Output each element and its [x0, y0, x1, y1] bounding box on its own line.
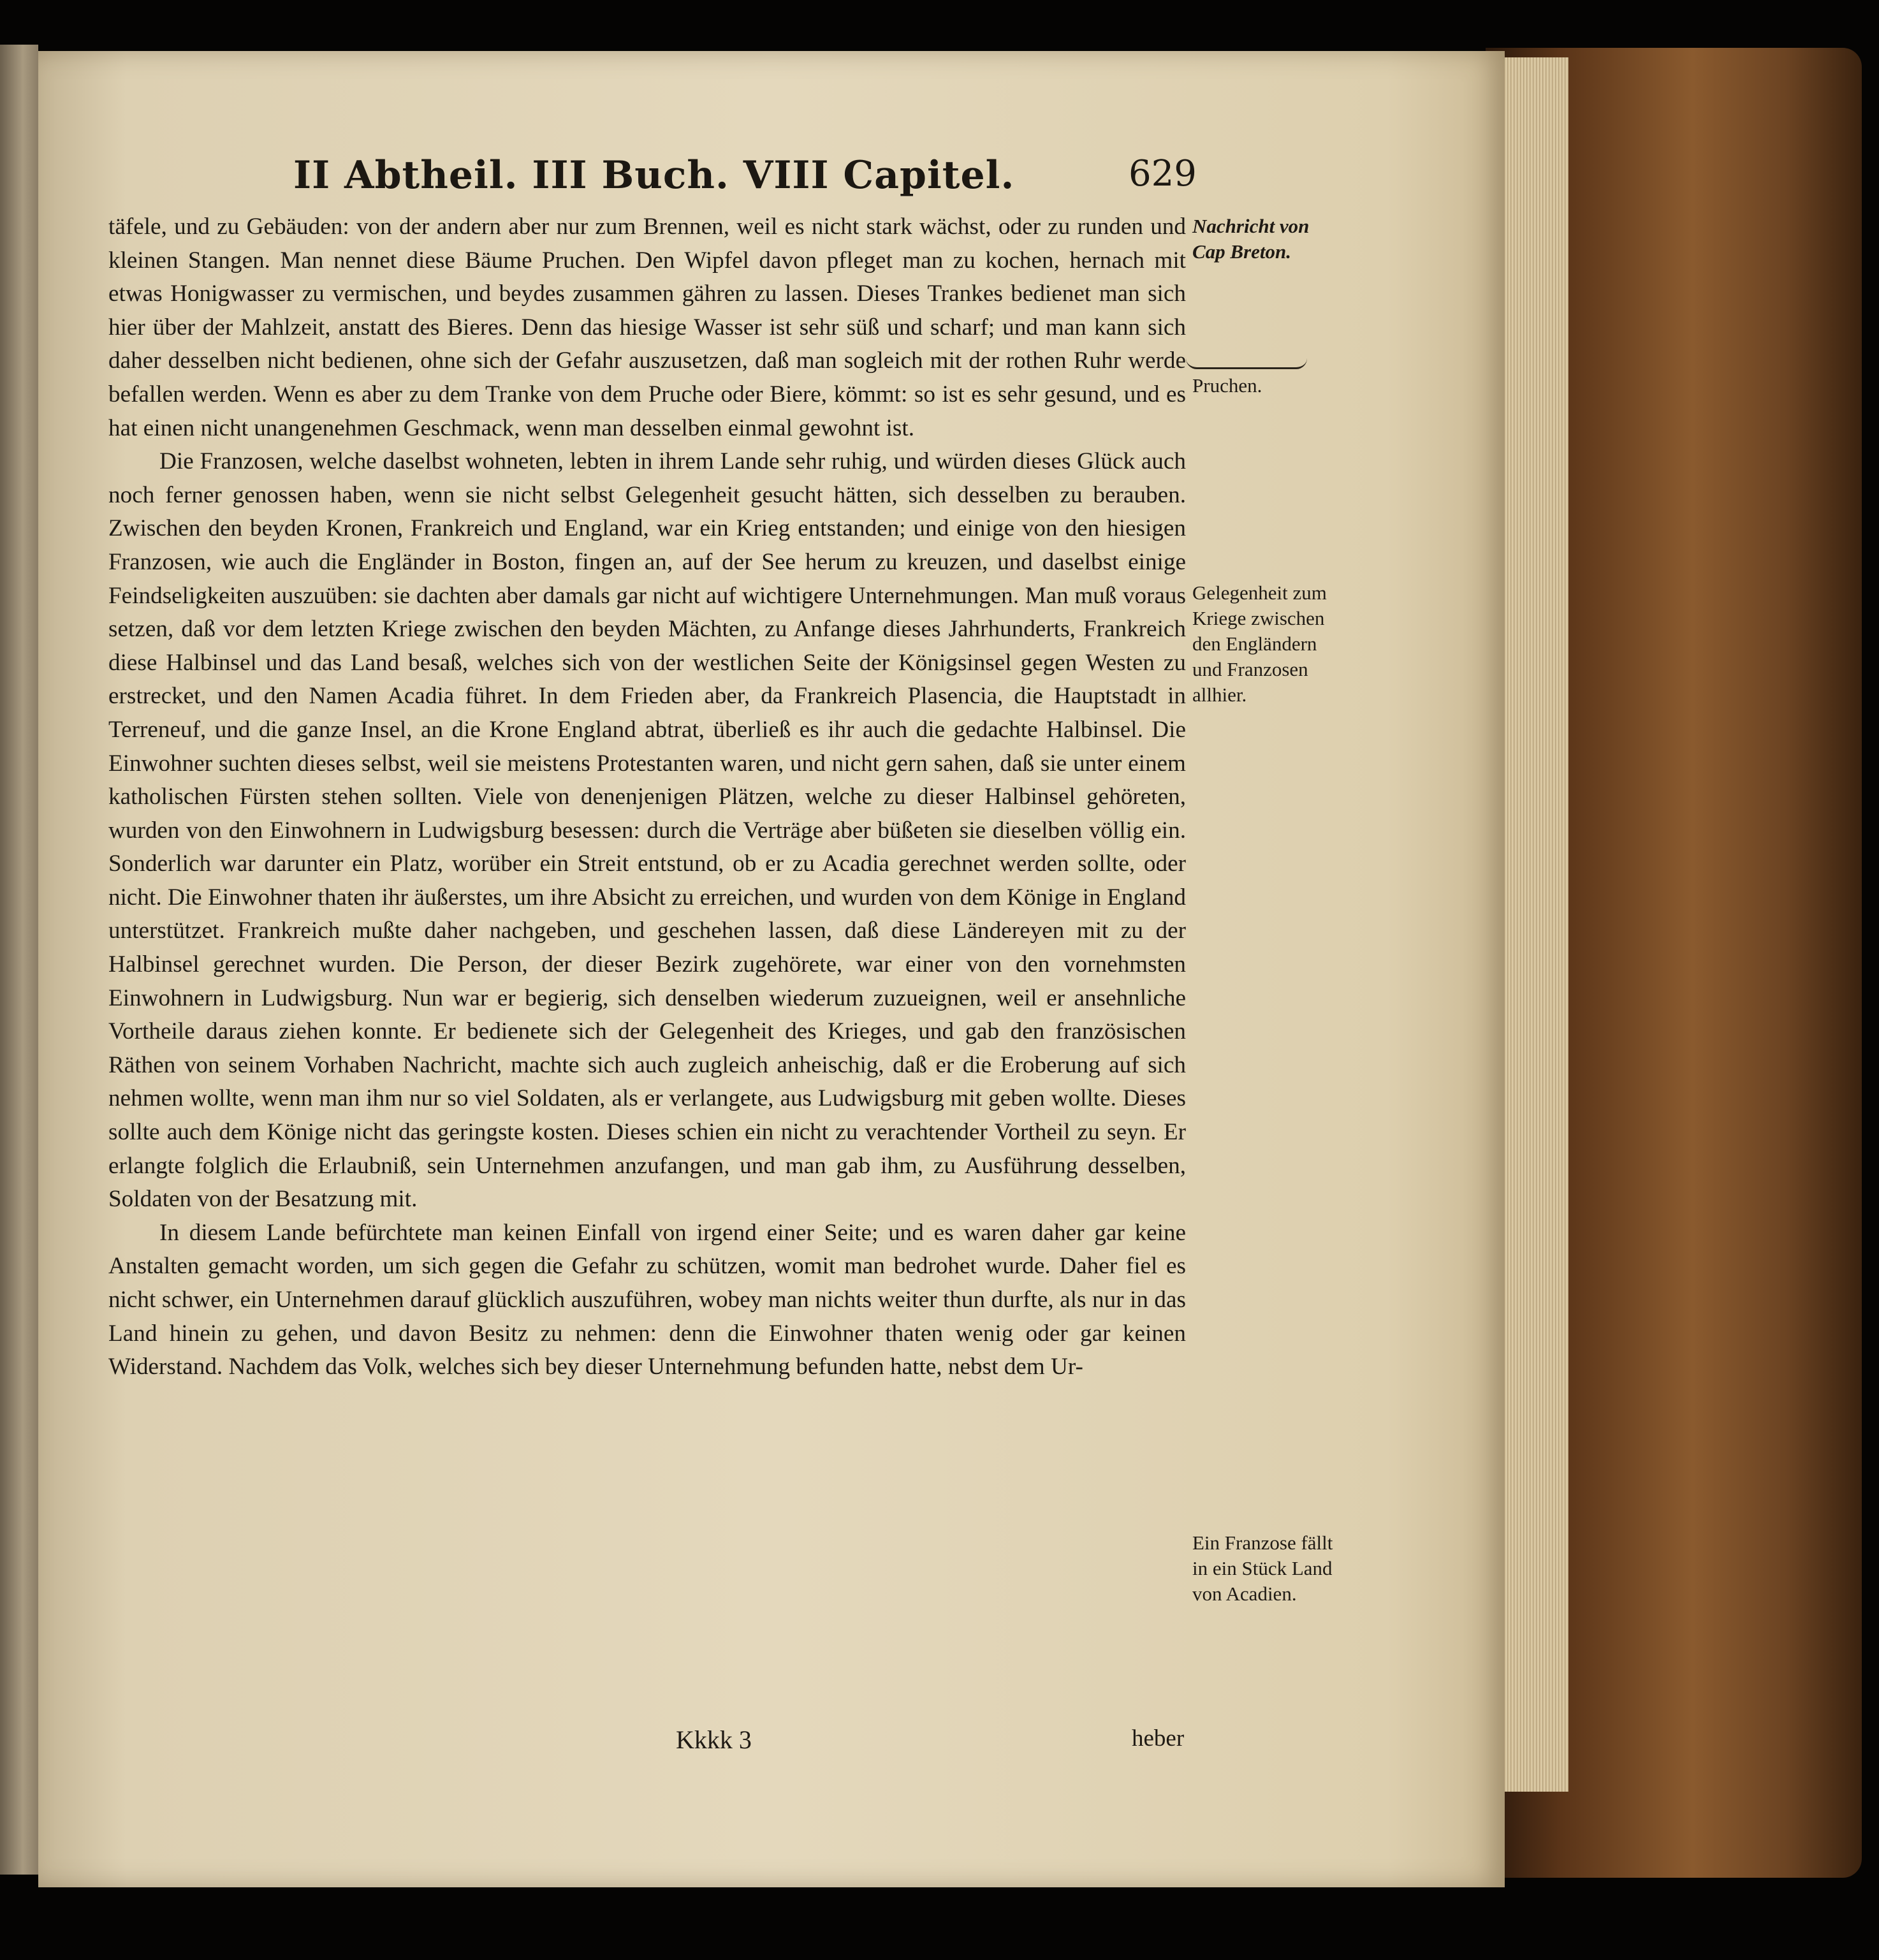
body-text	[108, 210, 1186, 1384]
catchword: heber	[1132, 1725, 1185, 1752]
running-head: II Abtheil. III Buch. VIII Capitel.	[293, 153, 1015, 198]
paragraph-3: In diesem Lande befürchtete man keinen Einfall von irgend einer Seite; und es waren daher gar keine Anstalten gemacht worden, um sich gegen die Gefahr zu schützen, womit man bedrohet wurde. Daher fiel es nicht schwer, ein Unternehmen darauf glücklich auszuführen, wobey man nichts weiter thun durfte, als nur in das Land hinein zu gehen, und davon Besitz zu nehmen: denn die Einwohner thaten wenig oder gar keinen Widerstand. Nachdem das Volk, welches sich bey dieser Unternehmung befunden hatte, nebst dem Ur-	[108, 1219, 1186, 1380]
margin-note-pruchen: Pruchen.	[1192, 374, 1262, 397]
previous-page-edge	[0, 45, 38, 1875]
paragraph-2: Die Franzosen, welche daselbst wohneten, lebten in ihrem Lande sehr ruhig, und würden dieses Glück auch noch ferner genossen haben, wenn sie nicht selbst Gelegenheit gesucht hätten, sich desselben zu berauben. Zwischen den beyden Kronen, Frankreich und England, war ein Krieg entstanden; und einige von den hiesigen Franzosen, wie auch die Engländer in Boston, fingen an, auf der See herum zu kreuzen, und daselbst einige Feindseligkeiten auszuüben: sie dachten aber damals gar nicht auf wichtigere Unternehmungen. Man muß voraus setzen, daß vor dem letzten Kriege zwischen den beyden Mächten, zu Anfange dieses Jahrhunderts, Frankreich diese Halbinsel und das Land besaß, welches sich von der westlichen Seite der Königsinsel gegen Westen zu erstrecket, und den Namen Acadia führet. In dem Frieden aber, da Frankreich Plasencia, die Hauptstadt in Terreneuf, und die ganze Insel, an die Krone England abtrat, überließ es ihr auch die gedachte Halbinsel. Die Einwohner suchten dieses selbst, weil sie meistens Protestanten waren, und nicht gern sahen, daß sie unter einem katholischen Fürsten stehen sollten. Viele von denenjenigen Plätzen, welche zu dieser Halbinsel gehöreten, wurden von den Einwohnern in Ludwigsburg besessen: durch die Verträge aber büßeten sie dieselben völlig ein. Sonderlich war darunter ein Platz, worüber ein Streit entstund, ob er zu Acadia gerechnet werden sollte, oder nicht. Die Einwohner thaten ihr äußerstes, um ihre Absicht zu erreichen, und wurden von dem Könige in England unterstützet. Frankreich mußte daher nachgeben, und geschehen lassen, daß diese Ländereyen mit zu der Halbinsel gerechnet wurden. Die Person, der dieser Bezirk zugehörete, war einer von den vornehmsten Einwohnern in Ludwigsburg. Nun war er begierig, sich denselben wiederum zuzueignen, weil er ansehnliche Vortheile daraus ziehen konnte. Er bedienete sich der Gelegenheit des Krieges, und gab den französischen Räthen von seinem Vorhaben Nachricht, machte sich auch zugleich anheischig, daß er die Eroberung auf sich nehmen wollte, wenn man ihm nur so viel Soldaten, als er verlangete, aus Ludwigsburg mit geben wollte. Dieses sollte auch dem Könige nicht das geringste kosten. Dieses schien ein nicht zu verachtender Vortheil zu seyn. Er erlangte folglich die Erlaubniß, sein Unternehmen anzufangen, und man gab ihm, zu Ausführung desselben, Soldaten von der Besatzung mit.	[108, 448, 1186, 1213]
page-number: 629	[1129, 153, 1197, 194]
page-header	[293, 153, 1197, 210]
margin-brace	[1186, 358, 1307, 369]
margin-note-cap-breton: Nachricht von Cap Breton.	[1192, 215, 1310, 263]
paragraph-1: täfele, und zu Gebäuden: von der andern aber nur zum Brennen, weil es nicht stark wächst, oder zu runden und kleinen Stangen. Man nennet diese Bäume Pruchen. Den Wipfel davon pfleget man zu kochen, hernach mit etwas Honigwasser zu vermischen, und beydes zusammen gähren zu lassen. Dieses Trankes bedienet man sich hier über der Mahlzeit, anstatt des Bieres. Denn das hiesige Wasser ist sehr süß und scharf; und man kann sich daher desselben nicht bedienen, ohne sich der Gefahr auszusetzen, daß man sogleich mit der rothen Ruhr werde befallen werden. Wenn es aber zu dem Tranke von dem Pruche oder Biere, kömmt: so ist es sehr gesund, und es hat einen nicht unangenehmen Geschmack, wenn man desselben einmal gewohnt ist.	[108, 214, 1186, 441]
signature-mark: Kkkk 3	[676, 1725, 752, 1754]
book-page	[38, 51, 1505, 1887]
margin-note-krieg: Gelegenheit zum Kriege zwischen den Engländern und Franzosen allhier.	[1192, 581, 1327, 706]
margin-note-acadien: Ein Franzose fällt in ein Stück Land von Acadien.	[1192, 1532, 1333, 1605]
